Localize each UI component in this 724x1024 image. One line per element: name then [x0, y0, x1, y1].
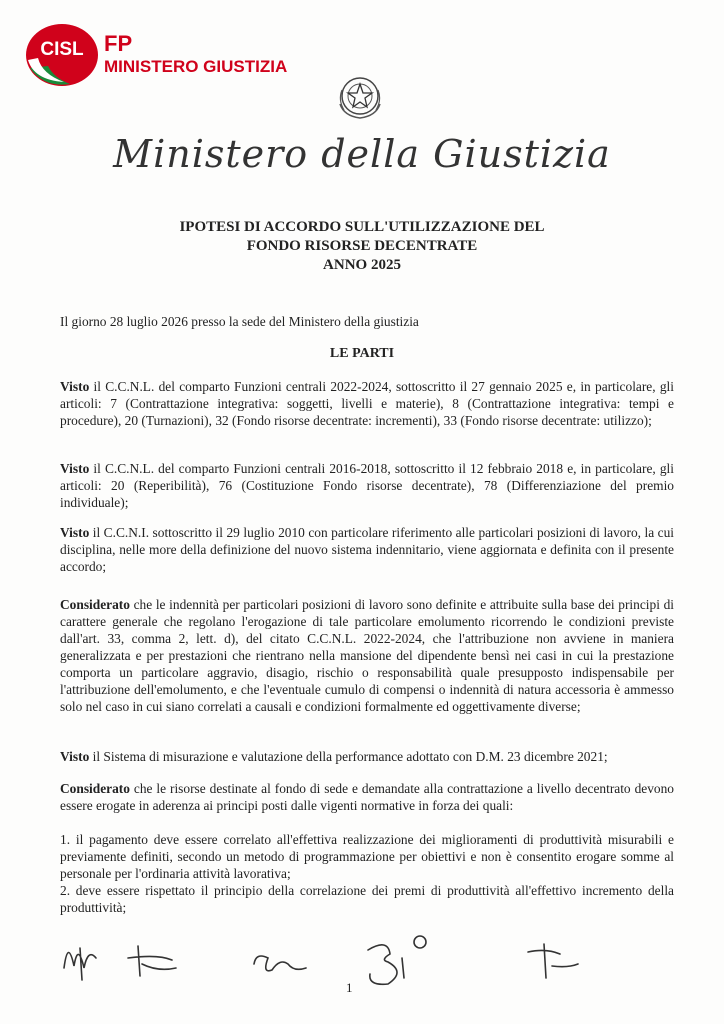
paragraph	[60, 780, 674, 814]
logo-cisl-text: CISL	[40, 39, 84, 60]
paragraph-text: che le risorse destinate al fondo di sede e demandate alla contrattazione a livello decentrato devono essere erogate in aderenza ai principi posti dalle vigenti normative in forza dei quali:	[60, 781, 674, 813]
paragraph	[60, 524, 674, 575]
paragraph-lead: Considerato	[60, 597, 130, 612]
paragraph-lead: Considerato	[60, 781, 130, 796]
page-number: 1	[346, 980, 353, 995]
paragraph-text: il Sistema di misurazione e valutazione della performance adottato con D.M. 23 dicembre 2021;	[89, 749, 608, 764]
paragraph	[60, 460, 674, 511]
intro-paragraph: Il giorno 28 luglio 2026 presso la sede del Ministero della giustizia	[60, 314, 419, 329]
document-title	[0, 218, 724, 275]
cisl-logo-icon	[24, 22, 100, 92]
ministry-heading: Ministero della Giustizia	[113, 132, 611, 176]
parties-heading: LE PARTI	[329, 346, 395, 361]
paragraph	[60, 748, 674, 765]
logo-ministry-text: MINISTERO GIUSTIZIA	[104, 57, 288, 76]
cisl-fp-logo	[24, 22, 304, 92]
italian-republic-emblem-icon	[334, 70, 386, 122]
paragraph-text: il C.C.N.I. sottoscritto il 29 luglio 2010 con particolare riferimento alle particolari posizioni di lavoro, la cui disciplina, nelle more della definizione del nuovo sistema indennitario, viene aggiornata e definita con il presente accordo;	[60, 525, 674, 574]
paragraph-lead: Visto	[60, 461, 90, 476]
title-line-1: IPOTESI DI ACCORDO SULL'UTILIZZAZIONE DEL	[179, 219, 545, 235]
paragraph-text: il C.C.N.L. del comparto Funzioni centrali 2022-2024, sottoscritto il 27 gennaio 2025 e, in particolare, gli articoli: 7 (Contrattazione integrativa: soggetti, livelli e materie), 8 (Contrattazione integrativa: tempi e procedure), 20 (Turnazioni), 32 (Fondo risorse decentrate: incrementi), 33 (Fondo risorse decentrate: utilizzo);	[60, 379, 674, 428]
paragraph-lead: Visto	[60, 749, 90, 764]
list-item: 2. deve essere rispettato il principio della correlazione dei premi di produttività all'effettivo incremento della produttività;	[60, 883, 674, 915]
paragraph-text: il C.C.N.L. del comparto Funzioni centrali 2016-2018, sottoscritto il 12 febbraio 2018 e, in particolare, gli articoli: 20 (Reperibilità), 76 (Costituzione Fondo risorse decentrate), 78 (Differenziazione del premio individuale);	[60, 461, 674, 510]
paragraph	[60, 596, 674, 715]
paragraph	[60, 378, 674, 429]
title-line-2: FONDO RISORSE DECENTRATE	[246, 238, 478, 254]
list-item: 1. il pagamento deve essere correlato all'effettiva realizzazione dei miglioramenti di produttività misurabili e previamente definiti, secondo un metodo di programmazione per obiettivi e non è consentito erogare somme al personale per l'ordinaria attività lavorativa;	[60, 832, 674, 881]
paragraph-lead: Visto	[60, 379, 90, 394]
handwritten-signatures	[58, 928, 618, 988]
logo-fp-text: FP	[104, 31, 133, 56]
paragraph-text: che le indennità per particolari posizioni di lavoro sono definite e attribuite sulla base dei principi di carattere generale che regolano l'erogazione di tale particolare emolumento ricorrendo le condizioni previste dall'art. 33, comma 2, lett. d), del citato C.C.N.L. 2022-2024, che l'attribuzione non avviene in maniera generalizzata e per prestazioni che rientrano nella mansione del dipendente bensì nei casi in cui la prestazione comporta un particolare aggravio, disagio, rischio o responsabilità quale presupposto indispensabile per l'attribuzione dell'emolumento, e che l'eventuale cumulo di compensi o indennità di natura accessoria è ammesso solo nel caso in cui siano correlati a causali e condizioni formalmente ed oggettivamente diverse;	[60, 597, 674, 714]
title-line-3: ANNO 2025	[323, 257, 401, 273]
paragraph-lead: Visto	[60, 525, 90, 540]
